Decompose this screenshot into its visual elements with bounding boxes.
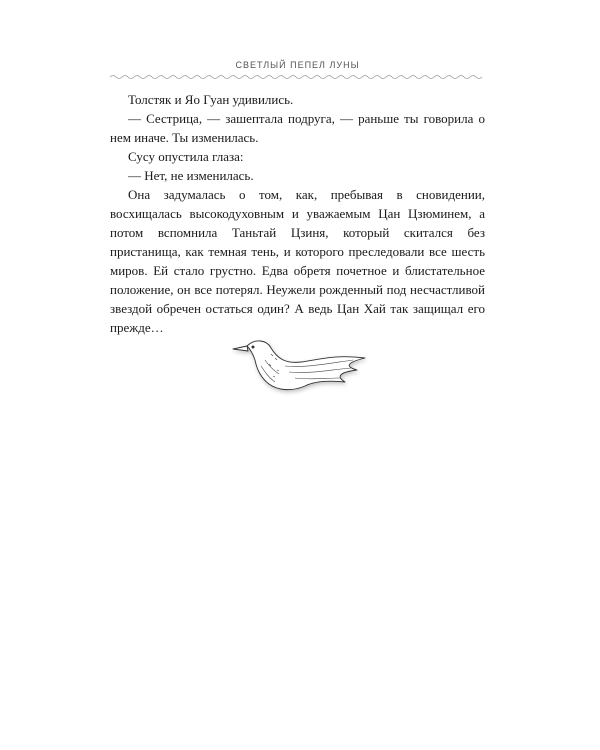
paragraph: — Нет, не изменилась. (128, 168, 254, 183)
header-divider (110, 73, 485, 81)
paragraph: Сусу опустила глаза: (128, 149, 244, 164)
paragraph: Толстяк и Яо Гуан удивились. (128, 92, 294, 107)
paragraph: Она задумалась о том, как, пребывая в сновидении, восхищалась высокодуховным и уважаемым Цан Цзюминем, а потом вспомнила Таньтай Цзиня, который скитался без пристанища, как темная тень, и которого преследовали все шесть миров. Ей стало грустно. Едва обретя почетное и блистательное положение, он все потерял. Неужели рожденный под несчастливой звездой обречен остаться один? А ведь Цан Хай так защищал его прежде… (110, 187, 485, 335)
paragraph: — Сестрица, — зашептала подруга, — раньше ты говорила о нем иначе. Ты изменилась. (110, 111, 485, 145)
bird-illustration-icon (225, 330, 375, 400)
body-text (110, 90, 485, 337)
running-header: СВЕТЛЫЙ ПЕПЕЛ ЛУНЫ (235, 60, 360, 70)
